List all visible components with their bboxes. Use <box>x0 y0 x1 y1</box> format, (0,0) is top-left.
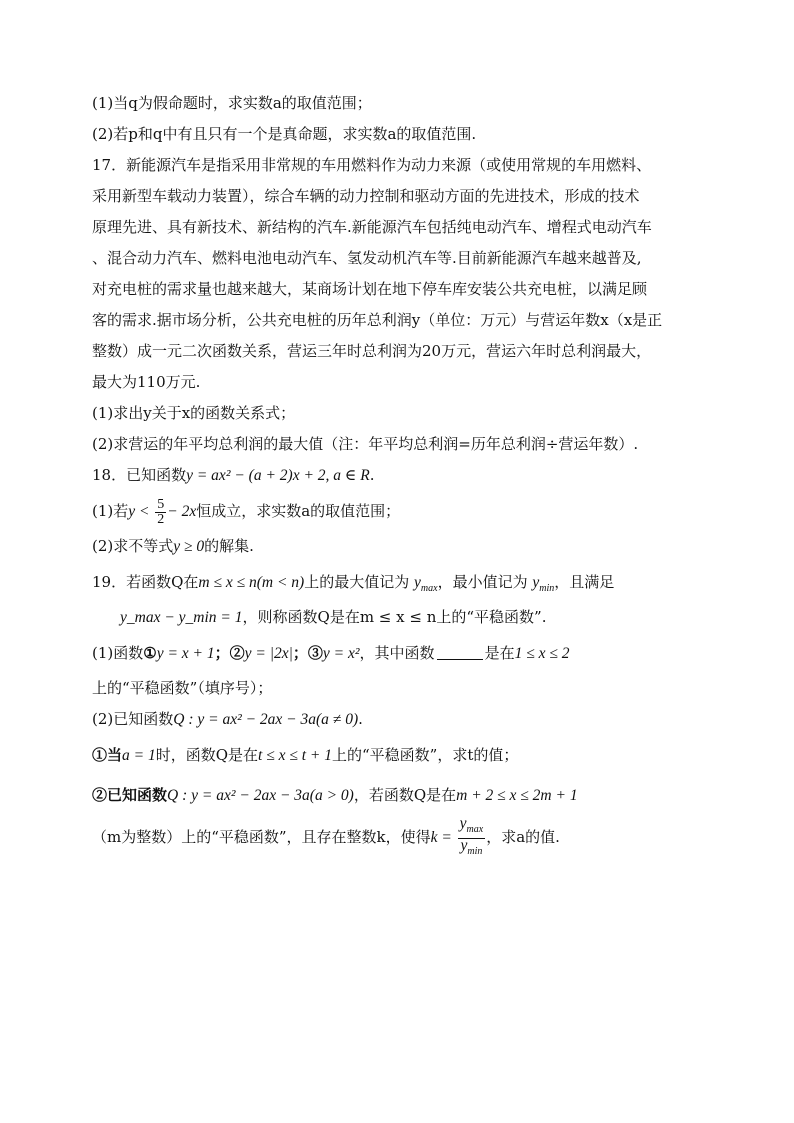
q19-line7 <box>92 775 712 815</box>
q17-line: 采用新型车载动力装置），综合车辆的动力控制和驱动方面的先进技术，形成的技术 <box>92 187 640 205</box>
circled-3: ；③ <box>292 644 323 662</box>
q19-l8-text-b: ，求a的值. <box>486 828 560 846</box>
q19-l1-text-b: 上的最大值记为 <box>304 573 410 591</box>
k-fraction <box>458 817 486 858</box>
q19-line3 <box>92 633 712 673</box>
q18-fraction-den: 2 <box>157 511 165 527</box>
q19-line8 <box>92 815 712 859</box>
q19-line2 <box>92 602 712 633</box>
q17-line: 17．新能源汽车是指采用非常规的车用燃料作为动力来源（或使用常规的车用燃料、 <box>92 156 652 174</box>
q18-stem-formula: y = ax² − (a + 2)x + 2, a ∈ R <box>186 467 370 484</box>
q16-part2: (2)若p和q中有且只有一个是真命题，求实数a的取值范围. <box>92 125 477 143</box>
q19-l2-text: ，则称函数Q是在m ≤ x ≤ n上的“平稳函数”. <box>242 608 547 626</box>
q19-l7-text-a: ②已知函数 <box>92 786 168 804</box>
q18-fraction-num: 5 <box>157 496 165 512</box>
q17-stem <box>92 150 712 398</box>
q19-l6-text-c: 上的“平稳函数”，求t的值； <box>332 746 519 764</box>
q18-stem-text: 18．已知函数 <box>92 466 187 484</box>
q19-l6-formula2: t ≤ x ≤ t + 1 <box>258 747 333 764</box>
q18-part1-suffix: 恒成立，求实数a的取值范围； <box>196 502 401 520</box>
q19-l1-text-d: ，且满足 <box>554 573 615 591</box>
q19-l6-text-b: 时，函数Q是在 <box>155 746 259 764</box>
q19-l3-formula2: y = |2x| <box>244 645 293 662</box>
q19-l3-text-a: (1)函数 <box>92 644 144 662</box>
q18-part1 <box>92 491 712 531</box>
q19-line1 <box>92 562 712 602</box>
q19-l2-formula: y_max − y_min = 1 <box>120 609 243 626</box>
k-fraction-num: $y_{max}$ <box>458 817 486 838</box>
q18-part1-left: y < <box>128 503 150 520</box>
q18-stem: 18．已知函数y = ax² − (a + 2)x + 2, a ∈ R. <box>92 466 375 484</box>
q19-l7-formula: Q : y = ax² − 2ax − 3a(a > 0) <box>167 787 354 804</box>
k-fraction-den: $y_{min}$ <box>460 836 483 857</box>
q19-l1-text-c: ，最小值记为 <box>437 573 528 591</box>
q19-l8-text-a: （m为整数）上的“平稳函数”，且存在整数k，使得 <box>92 828 431 846</box>
q18-part2-prefix: (2)求不等式 <box>92 537 174 555</box>
q19-l5-formula: Q : y = ax² − 2ax − 3a(a ≠ 0) <box>173 711 359 728</box>
q19-l7-formula2: m + 2 ≤ x ≤ 2m + 1 <box>456 787 578 804</box>
q19-l5-text: (2)已知函数 <box>92 710 174 728</box>
q19-l3-formula3: y = x² <box>322 645 360 662</box>
q19-l6-text-a: ①当 <box>92 746 123 764</box>
q19-l7-text-b: ，若函数Q是在 <box>353 786 457 804</box>
q18-fraction <box>155 498 166 527</box>
q18-part1-right: − 2x <box>167 503 197 520</box>
q18-part1-prefix: (1)若 <box>92 502 129 520</box>
q18-part2 <box>92 531 712 562</box>
circled-2: ；② <box>214 644 245 662</box>
answer-blank[interactable] <box>437 641 483 660</box>
q19-l3-text-c: 是在 <box>484 644 515 662</box>
ymin-symbol: $y_{min}$ <box>532 574 555 595</box>
q19-l3-formula4: 1 ≤ x ≤ 2 <box>514 645 570 662</box>
q18-part2-suffix: 的解集. <box>204 537 254 555</box>
q19-line5: (2)已知函数Q : y = ax² − 2ax − 3a(a ≠ 0). <box>92 710 363 728</box>
q17-line: 整数）成一元二次函数关系，营运三年时总利润为20万元，营运六年时总利润最大， <box>92 342 652 360</box>
q19-l8-k: k = <box>430 829 452 846</box>
q17-part1: (1)求出y关于x的函数关系式； <box>92 404 296 422</box>
q19-l3-formula1: y = x + 1 <box>156 645 215 662</box>
q16-part1: (1)当q为假命题时，求实数a的取值范围； <box>92 94 372 112</box>
circled-1: ① <box>143 644 157 662</box>
q17-line: 原理先进、具有新技术、新结构的汽车.新能源汽车包括纯电动汽车、增程式电动汽车 <box>92 218 652 236</box>
q18-part2-formula: y ≥ 0 <box>173 538 205 555</box>
q19-line6 <box>92 735 712 775</box>
q19-l3-text-b: ，其中函数 <box>359 644 435 662</box>
q17-part2: (2)求营运的年平均总利润的最大值（注：年平均总利润=历年总利润÷营运年数）. <box>92 435 639 453</box>
q17-line: 最大为110万元. <box>92 373 201 391</box>
ymax-symbol: $y_{max}$ <box>414 574 438 595</box>
document-page <box>92 88 712 859</box>
q17-line: 客的需求.据市场分析，公共充电桩的历年总利润y（单位：万元）与营运年数x（x是正 <box>92 311 663 329</box>
q19-l1-text-a: 19．若函数Q在 <box>92 573 199 591</box>
q19-l1-formula: m ≤ x ≤ n(m < n) <box>198 574 305 591</box>
q17-line: 、混合动力汽车、燃料电池电动汽车、氢发动机汽车等.目前新能源汽车越来越普及, <box>92 249 642 267</box>
q19-l6-formula1: a = 1 <box>122 747 156 764</box>
q17-line: 对充电桩的需求量也越来越大，某商场计划在地下停车库安装公共充电桩，以满足顾 <box>92 280 648 298</box>
q19-line4: 上的“平稳函数”（填序号）； <box>92 679 273 697</box>
